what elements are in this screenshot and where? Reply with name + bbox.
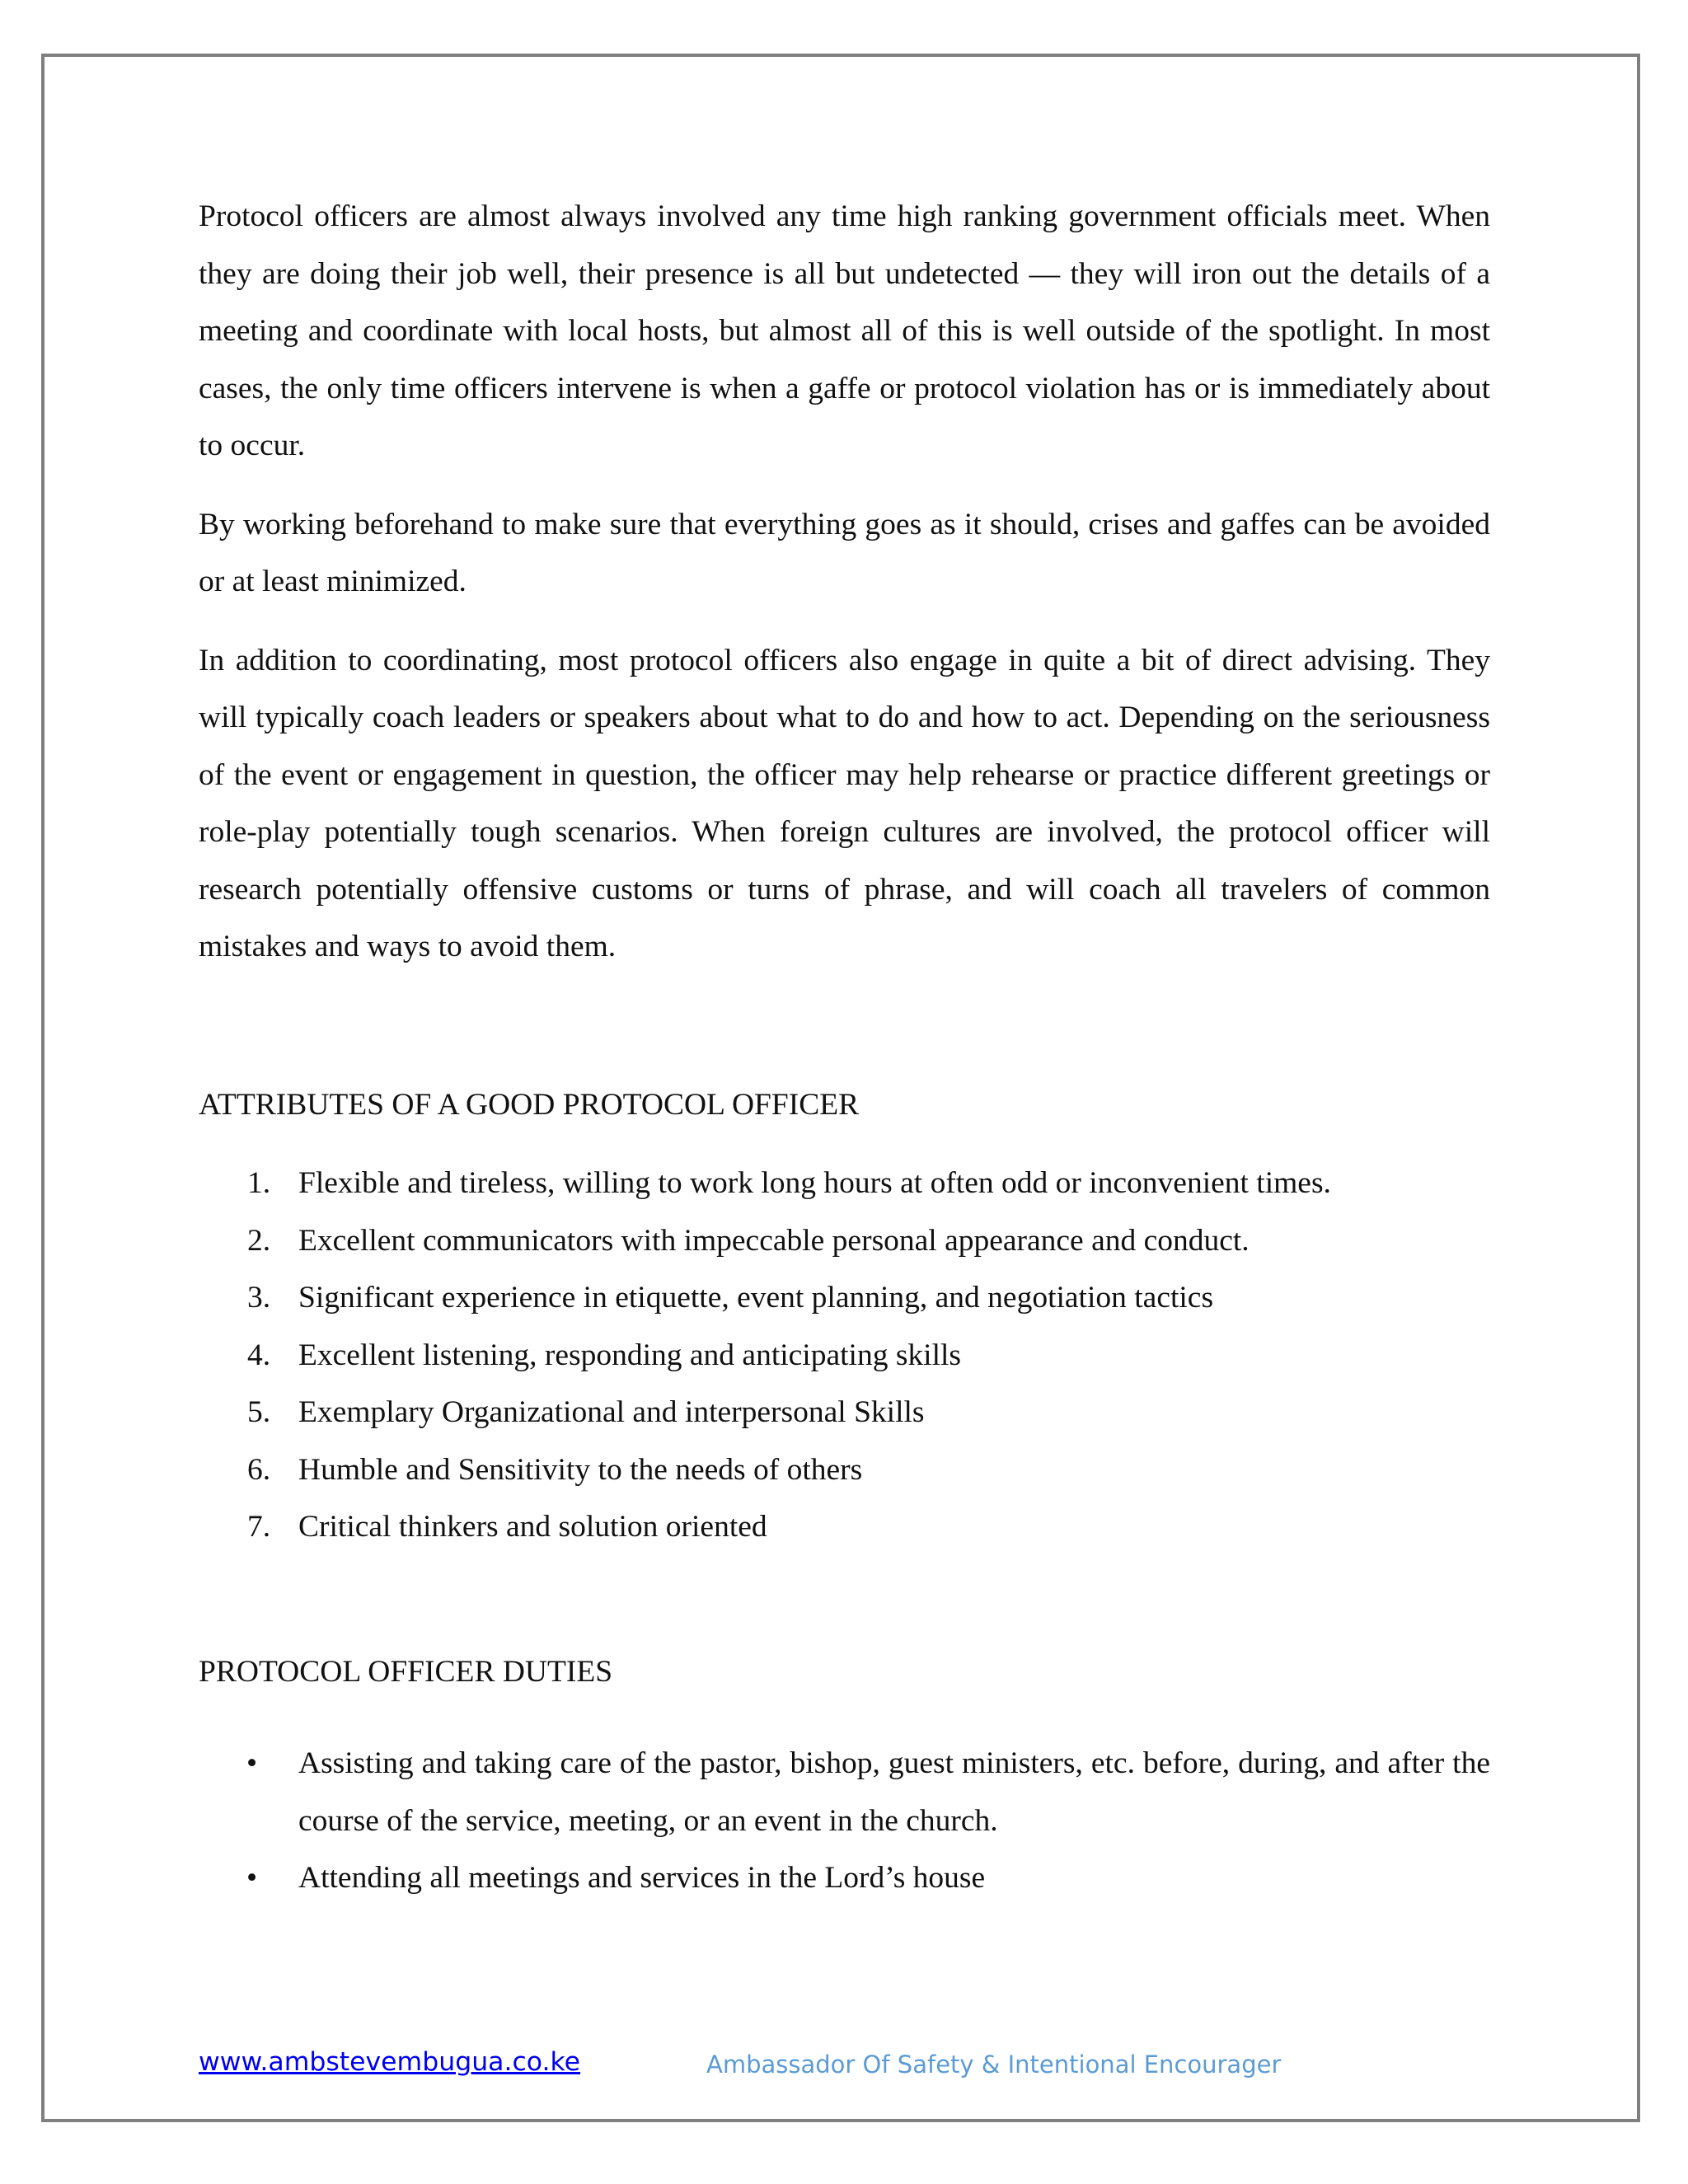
list-item [199, 1327, 1490, 1385]
duties-list [199, 1735, 1490, 1907]
paragraph-3: In addition to coordinating, most protocol officers also engage in quite a bit of direct advising. They will typically coach leaders or speakers about what to do and how to act. Depending on the seriousness of the event or engagement in question, the officer may help rehearse or practice different greetings or role-play potentially tough scenarios. When foreign cultures are involved, the protocol officer will research potentially offensive customs or turns of phrase, and will coach all travelers of common mistakes and ways to avoid them. [199, 643, 1490, 963]
attributes-heading: ATTRIBUTES OF A GOOD PROTOCOL OFFICER [199, 1087, 860, 1122]
footer-tagline: Ambassador Of Safety & Intentional Encourager [706, 2050, 1282, 2079]
list-item-text: Flexible and tireless, willing to work long hours at often odd or inconvenient times. [298, 1166, 1331, 1200]
list-item-number: 6. [247, 1452, 271, 1487]
footer-website-link[interactable]: www.ambstevembugua.co.ke [199, 2047, 581, 2077]
list-item-text: Humble and Sensitivity to the needs of others [298, 1452, 863, 1487]
duties-heading: PROTOCOL OFFICER DUTIES [199, 1654, 613, 1689]
list-item-text: Attending all meetings and services in the Lord’s house [298, 1861, 986, 1895]
list-item-number: 7. [247, 1510, 271, 1544]
list-item-text: Assisting and taking care of the pastor, bishop, guest ministers, etc. before, during, and after the course of the service, meeting, or an event in the church. [298, 1746, 1490, 1838]
list-item [199, 1155, 1490, 1212]
paragraph-1: Protocol officers are almost always involved any time high ranking government officials meet. When they are doing their job well, their presence is all but undetected — they will iron out the details of a meeting and coordinate with local hosts, but almost all of this is well outside of the spotlight. In most cases, the only time officers intervene is when a gaffe or protocol violation has or is immediately about to occur. [199, 199, 1490, 462]
list-item-text: Excellent communicators with impeccable personal appearance and conduct. [298, 1223, 1250, 1258]
list-item-number: 1. [247, 1166, 271, 1200]
list-item [199, 1735, 1490, 1849]
list-item [199, 1212, 1490, 1270]
list-item-number: 5. [247, 1395, 271, 1429]
attributes-list [199, 1155, 1490, 1556]
list-item-text: Significant experience in etiquette, event planning, and negotiation tactics [298, 1281, 1214, 1315]
list-item-text: Critical thinkers and solution oriented [298, 1510, 767, 1544]
document-body [199, 188, 1490, 1907]
bullet-icon: • [246, 1861, 258, 1895]
list-item [199, 1498, 1490, 1556]
list-item-number: 2. [247, 1223, 271, 1258]
list-item [199, 1269, 1490, 1327]
list-item [199, 1849, 1490, 1907]
list-item [199, 1384, 1490, 1441]
list-item-number: 3. [247, 1281, 271, 1315]
paragraph-2: By working beforehand to make sure that everything goes as it should, crises and gaffes can be avoided or at least minimized. [199, 507, 1490, 598]
list-item-number: 4. [247, 1338, 271, 1372]
list-item [199, 1441, 1490, 1499]
bullet-icon: • [246, 1746, 258, 1780]
list-item-text: Exemplary Organizational and interpersonal Skills [298, 1395, 925, 1429]
list-item-text: Excellent listening, responding and anticipating skills [298, 1338, 962, 1372]
